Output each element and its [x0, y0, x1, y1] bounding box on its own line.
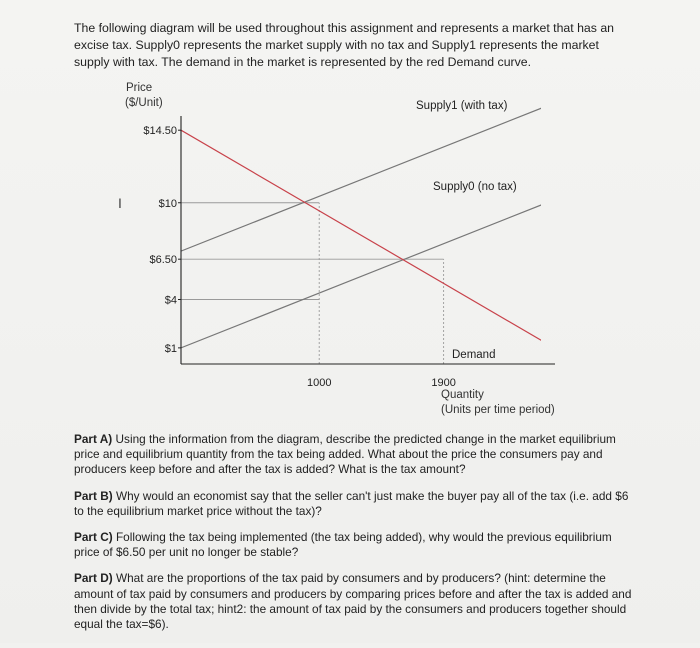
question-part-a — [74, 432, 634, 478]
demand-label: Demand — [452, 349, 496, 361]
part-label: Part D) — [74, 571, 113, 586]
y-tick-label-2: $6.50 — [149, 254, 177, 267]
text-cursor-annotation: I — [118, 194, 122, 211]
y-axis-label-line1: Price — [126, 82, 153, 94]
question-part-d — [74, 571, 634, 632]
x-axis-label-line1: Quantity — [441, 389, 484, 401]
supply1-line — [181, 87, 596, 251]
y-tick-label-1: $10 — [158, 197, 177, 210]
part-text: Following the tax being implemented (the tax being added), why would the previous equilibrium price of $6.50 per unit no longer be stable? — [74, 530, 612, 560]
intro-text: The following diagram will be used throughout this assignment and represents a market that has an excise tax. Supply0 represents the market supply with no tax and Supply1 represents the market supply with tax. The demand in the market is represented by the red Demand curve. — [74, 21, 615, 69]
question-part-c — [74, 530, 634, 560]
x-tick-label-1: 1900 — [431, 377, 456, 389]
part-text: Using the information from the diagram, describe the predicted change in the market equilibrium price and equilibrium quantity from the tax being added. What about the price the consumers pay and producers keep before and after the tax is added? What is the tax amount? — [74, 432, 616, 477]
y-axis-label-line2: ($/Unit) — [125, 97, 163, 109]
part-label: Part B) — [74, 488, 113, 503]
x-tick-label-0: 1000 — [306, 377, 332, 389]
part-text: What are the proportions of the tax paid by consumers and by producers? (hint: determine the amount of tax paid by consumers and producers by comparing prices before and after the tax is added and then divide by the total tax; hint2: the amount of tax paid by the consumers and producers together should equal the tax=$6). — [74, 571, 632, 632]
questions — [74, 432, 634, 643]
supply0-label: Supply0 (no tax) — [433, 181, 517, 193]
supply1-label: Supply1 (with tax) — [416, 100, 508, 112]
demand-line — [181, 130, 582, 364]
question-part-b — [74, 489, 634, 519]
part-text: Why would an economist say that the seller can't just make the buyer pay all of the tax (i.e. add $6 to the equilibrium market price without the tax)? — [74, 488, 629, 518]
y-tick-label-4: $1 — [164, 342, 177, 355]
part-label: Part C) — [74, 530, 113, 545]
x-axis-label-line2: (Units per time period) — [441, 404, 555, 416]
supply0-line — [181, 183, 596, 347]
part-label: Part A) — [74, 432, 113, 446]
y-tick-label-0: $14.50 — [143, 125, 177, 138]
y-tick-label-3: $4 — [164, 294, 177, 307]
